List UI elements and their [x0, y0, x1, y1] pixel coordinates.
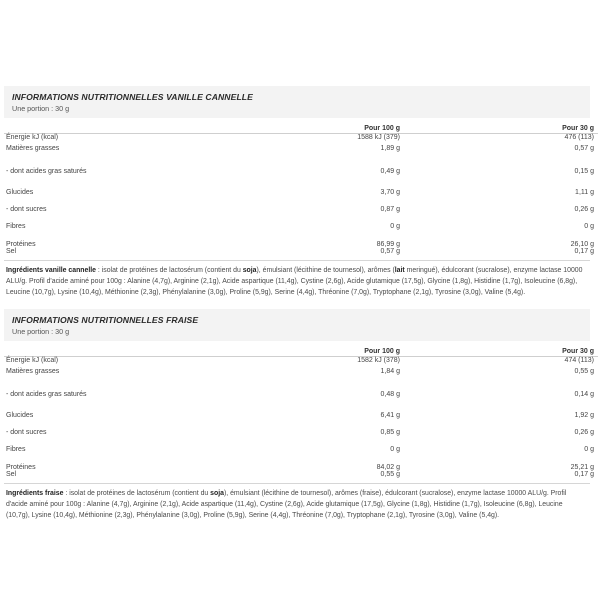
- row-value-30g: 0,26 g: [574, 428, 594, 436]
- row-value-100g: 1,84 g: [380, 367, 400, 375]
- table-row: [4, 145, 598, 159]
- table-header-row: [4, 341, 598, 357]
- row-label: Énergie kJ (kcal): [6, 134, 59, 141]
- row-value-100g: 1588 kJ (379): [357, 134, 400, 141]
- table-row: [4, 184, 598, 201]
- section-header: [4, 309, 590, 341]
- row-value-30g: 0,17 g: [574, 470, 594, 478]
- row-value-30g: 0,15 g: [574, 167, 594, 175]
- row-value-100g: 0,55 g: [380, 470, 400, 478]
- row-label: - dont acides gras saturés: [6, 390, 87, 398]
- table-row: [4, 235, 598, 248]
- row-label: Sel: [6, 470, 17, 478]
- row-value-100g: 0,49 g: [380, 167, 400, 175]
- row-value-100g: 0,85 g: [380, 428, 400, 436]
- table-row: [4, 407, 598, 424]
- row-value-100g: 0,87 g: [380, 205, 400, 213]
- row-label: - dont acides gras saturés: [6, 167, 87, 175]
- row-value-100g: 84,02 g: [376, 463, 400, 471]
- table-row: [4, 218, 598, 235]
- table-header-row: [4, 118, 598, 134]
- row-value-100g: 0,48 g: [380, 390, 400, 398]
- row-value-100g: 1,89 g: [380, 144, 400, 152]
- row-value-30g: 25,21 g: [570, 463, 594, 471]
- section-title: INFORMATIONS NUTRITIONNELLES VANILLE CANNELLE: [12, 92, 253, 102]
- row-value-30g: 1,11 g: [575, 188, 594, 196]
- table-row: [4, 368, 598, 382]
- row-value-30g: 0,55 g: [574, 367, 594, 375]
- row-value-30g: 0,17 g: [574, 247, 594, 255]
- ingredients-label: Ingrédients fraise: [6, 489, 64, 497]
- ingredients-text: Ingrédients fraise : isolat de protéines de lactosérum (contient du soja), émulsiant (lécithine de tournesol), arômes (fraise), édulcorant (sucralose), enzyme lactase 10000 ALU/g. Profil d'acide aminé pour 100g : Alanine (4,7g), Arginine (2,1g), Acide aspartique (11,4g), Cystine (2,6g), Acide glutamique (17,5g), Glycine (1,8g), Histidine (1,7g), Isoleucine (6,8g), Leucine (10,7g), Lysine (10,4g), Méthionine (2,3g), Phénylalanine (3,0g), Proline (5,9g), Serine (4,4g), Thréonine (7,0g), Tryptophane (2,1g), Tyrosine (3,0g), Valine (5,4g).: [4, 483, 590, 522]
- table-row: [4, 471, 598, 483]
- nutrition-section-vanille: [4, 86, 594, 298]
- row-value-30g: 0,26 g: [574, 205, 594, 213]
- table-row: [4, 248, 598, 260]
- row-label: Protéines: [6, 240, 36, 248]
- col-header-100g: Pour 100 g: [188, 118, 402, 134]
- col-header-30g: Pour 30 g: [402, 341, 598, 357]
- row-value-30g: 0 g: [584, 222, 594, 230]
- row-label: Matières grasses: [6, 144, 60, 152]
- ingredients-text: Ingrédients vanille cannelle : isolat de protéines de lactosérum (contient du soja), émulsiant (lécithine de tournesol), arômes (lait meringué), édulcorant (sucralose), enzyme lactase 10000 ALU/g. Profil d'acide aminé pour 100g : Alanine (4,7g), Arginine (2,1g), Acide aspartique (11,4g), Cystine (2,6g), Acide glutamique (17,5g), Glycine (1,8g), Histidine (1,7g), Isoleucine (6,8g), Leucine (10,7g), Lysine (10,4g), Méthionine (2,3g), Phénylalanine (3,0g), Proline (5,9g), Serine (4,4g), Thréonine (7,0g), Tryptophane (2,1g), Tyrosine (3,0g), Valine (5,4g).: [4, 260, 590, 299]
- col-header-100g: Pour 100 g: [188, 341, 402, 357]
- ingredients-label: Ingrédients vanille cannelle: [6, 266, 96, 274]
- nutrition-table: [4, 118, 598, 260]
- row-label: Glucides: [6, 188, 34, 196]
- portion-size: Une portion : 30 g: [12, 327, 70, 336]
- row-value-100g: 1582 kJ (378): [357, 357, 400, 364]
- nutrition-table: [4, 341, 598, 483]
- row-label: Protéines: [6, 463, 36, 471]
- col-header-30g: Pour 30 g: [402, 118, 598, 134]
- row-value-100g: 0 g: [390, 222, 400, 230]
- row-label: - dont sucres: [6, 205, 47, 213]
- portion-size: Une portion : 30 g: [12, 104, 70, 113]
- table-row: [4, 159, 598, 184]
- row-value-100g: 3,70 g: [380, 188, 400, 196]
- row-value-30g: 1,92 g: [574, 411, 594, 419]
- nutrition-section-fraise: [4, 309, 594, 521]
- row-value-30g: 26,10 g: [570, 240, 594, 248]
- row-value-100g: 86,99 g: [376, 240, 400, 248]
- row-value-30g: 0,57 g: [574, 144, 594, 152]
- row-value-100g: 0,57 g: [380, 247, 400, 255]
- table-row: [4, 201, 598, 218]
- row-label: Énergie kJ (kcal): [6, 357, 59, 364]
- section-title: INFORMATIONS NUTRITIONNELLES FRAISE: [12, 315, 199, 325]
- row-label: Matières grasses: [6, 367, 60, 375]
- table-row: [4, 382, 598, 407]
- table-row: [4, 441, 598, 458]
- row-label: Sel: [6, 247, 17, 255]
- row-label: - dont sucres: [6, 428, 47, 436]
- table-row: [4, 357, 598, 368]
- table-row: [4, 458, 598, 471]
- row-value-30g: 0,14 g: [574, 390, 594, 398]
- table-row: [4, 424, 598, 441]
- row-value-100g: 6,41 g: [380, 411, 400, 419]
- table-row: [4, 134, 598, 145]
- row-value-30g: 474 (113): [564, 357, 594, 364]
- row-value-30g: 476 (113): [564, 134, 594, 141]
- row-label: Fibres: [6, 222, 26, 230]
- row-value-100g: 0 g: [390, 445, 400, 453]
- row-label: Fibres: [6, 445, 26, 453]
- section-header: [4, 86, 590, 118]
- row-value-30g: 0 g: [584, 445, 594, 453]
- row-label: Glucides: [6, 411, 34, 419]
